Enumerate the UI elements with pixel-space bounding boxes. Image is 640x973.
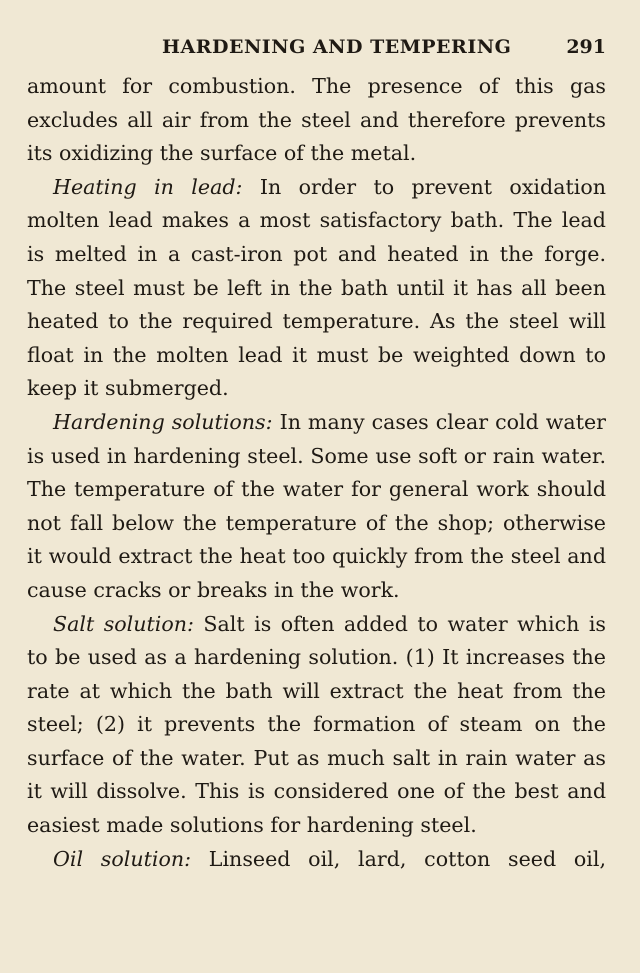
running-header: [27, 0, 606, 70]
body-text: [27, 70, 606, 876]
running-title: HARDENING AND TEMPERING: [162, 36, 512, 58]
paragraph-hardening-solutions: [27, 406, 606, 608]
paragraph-text: Linseed oil, lard, cotton seed oil,: [208, 846, 607, 871]
paragraph-heading: Salt solution:: [53, 611, 194, 636]
paragraph-heading: Oil solution:: [53, 846, 192, 871]
page-number: 291: [566, 36, 606, 58]
paragraph-salt-solution: [27, 608, 606, 843]
paragraph-text: In many cases clear cold water is used in hardening steel. Some use soft or rain water. The temperature of the water for general work should not fall below the temperature of the shop; otherwise it would extract the heat too quickly from the steel and cause cracks or breaks in the work.: [27, 409, 607, 602]
paragraph-heading: Hardening solutions:: [53, 409, 273, 434]
paragraph-text: In order to prevent oxidation molten lead makes a most satisfactory bath. The lead is melted in a cast-iron pot and heated in the forge. The steel must be left in the bath until it has all been heated to the required temperature. As the steel will float in the molten lead it must be weighted down to keep it submerged.: [27, 174, 607, 401]
paragraph-text: Salt is often added to water which is to be used as a hardening solution. (1) It increases the rate at which the bath will extract the heat from the steel; (2) it prevents the formation of steam on the surface of the water. Put as much salt in rain water as it will dissolve. This is considered one of the best and easiest made solutions for hardening steel.: [27, 611, 606, 838]
paragraph-continued: [27, 70, 606, 171]
paragraph-text: amount for combustion. The presence of this gas excludes all air from the steel and therefore prevents its oxidizing the surface of the metal.: [27, 74, 606, 166]
paragraph-heading: Heating in lead:: [53, 174, 243, 199]
paragraph-heating-in-lead: [27, 171, 606, 406]
paragraph-oil-solution: [27, 843, 606, 877]
